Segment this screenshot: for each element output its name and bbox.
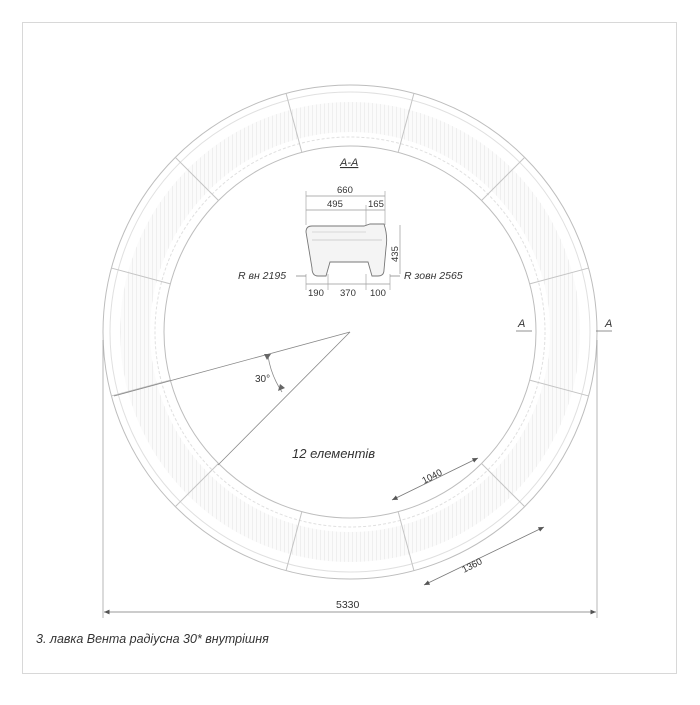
svg-text:A: A	[605, 318, 613, 330]
dim-seat-width: 495	[327, 199, 343, 210]
svg-text:A: A	[518, 318, 526, 330]
dim-height: 435	[390, 246, 401, 262]
dim-base-left: 190	[308, 288, 324, 299]
section-label: A-A	[340, 157, 359, 169]
dim-back-width: 165	[368, 199, 384, 210]
dim-outer-arc-value: 1360	[460, 556, 485, 576]
radius-outer-label: R зовн 2565	[404, 270, 463, 282]
dim-inner-arc-value: 1040	[420, 467, 445, 487]
dim-base-right: 100	[370, 288, 386, 299]
drawing-frame	[22, 22, 677, 674]
angle-label: 30°	[255, 374, 271, 385]
elements-count-label: 12 елементів	[292, 446, 376, 461]
dim-diameter-value: 5330	[336, 599, 360, 611]
dim-overall-width: 660	[337, 185, 353, 196]
radius-inner-label: R вн 2195	[238, 270, 287, 282]
dim-base-mid: 370	[340, 288, 356, 299]
drawing-caption: 3. лавка Вента радіусна 30* внутрішня	[36, 632, 269, 646]
